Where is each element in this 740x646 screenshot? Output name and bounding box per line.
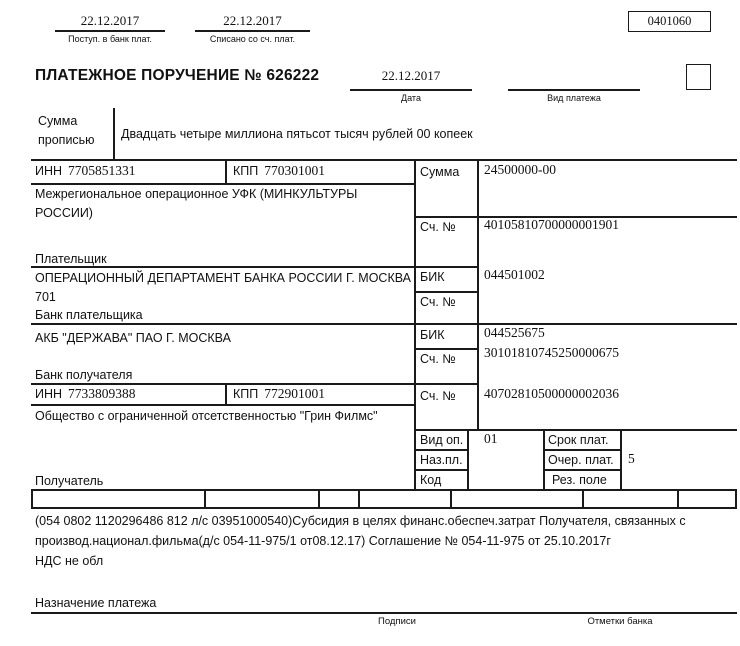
divider (225, 159, 227, 183)
beneficiary-name: Общество с ограниченной отсетственностью "Грин Филмс" (35, 409, 378, 423)
payer-section-label: Плательщик (35, 252, 107, 266)
received-in-bank-date: 22.12.2017 (80, 13, 140, 28)
divider (735, 489, 737, 507)
payer-inn-value: 7705851331 (68, 163, 136, 178)
payer-kpp-value: 770301001 (264, 163, 326, 178)
date-label: Дата (401, 93, 421, 103)
divider (414, 449, 469, 451)
payer-kpp-field (233, 163, 325, 178)
purpose-code-label: Наз.пл. (420, 453, 463, 467)
amount-in-words-value: Двадцать четыре миллиона пятьсот тысяч рублей 00 копеек (121, 127, 473, 141)
amount-label: Сумма (420, 165, 460, 179)
divider (225, 383, 227, 404)
divider (31, 383, 477, 385)
divider (414, 291, 477, 293)
beneficiary-inn-value: 7733809388 (68, 386, 136, 401)
beneficiary-bank-bik-label: БИК (420, 328, 445, 342)
beneficiary-section-label: Получатель (35, 474, 104, 488)
document-title: ПЛАТЕЖНОЕ ПОРУЧЕНИЕ № 626222 (35, 67, 320, 84)
divider (195, 30, 310, 32)
divider (543, 449, 622, 451)
divider (543, 469, 622, 471)
payer-name: Межрегиональное операционное УФК (МИНКУЛЬТУРЫ РОССИИ) (35, 187, 358, 220)
divider (31, 404, 414, 406)
payer-inn-field (35, 163, 136, 178)
beneficiary-bank-account-label: Сч. № (420, 352, 456, 366)
payer-bank-name: ОПЕРАЦИОННЫЙ ДЕПАРТАМЕНТ БАНКА РОССИИ Г. МОСКВА 701 (35, 271, 411, 304)
divider (31, 489, 737, 491)
payer-bank-bik-value: 044501002 (484, 267, 545, 282)
payer-kpp-label: КПП (233, 164, 259, 178)
divider (450, 489, 452, 507)
payer-account-label: Сч. № (420, 220, 456, 234)
priority-label: Очер. плат. (548, 453, 614, 467)
document-date: 22.12.2017 (381, 68, 441, 83)
reserve-field-label: Рез. поле (552, 473, 607, 487)
divider (414, 469, 469, 471)
purpose-section-label: Назначение платежа (35, 596, 157, 610)
beneficiary-bank-name: АКБ "ДЕРЖАВА" ПАО Г. МОСКВА (35, 331, 231, 345)
divider (414, 348, 477, 350)
payment-kind-label: Вид платежа (547, 93, 601, 103)
purpose-line-3: НДС не обл (35, 554, 104, 568)
divider (414, 429, 737, 431)
code-label: Код (420, 473, 442, 487)
beneficiary-bank-section-label: Банк получателя (35, 368, 133, 382)
divider (31, 266, 477, 268)
divider (31, 612, 737, 614)
beneficiary-account-label: Сч. № (420, 389, 456, 403)
debited-from-account-date: 22.12.2017 (223, 13, 282, 28)
op-kind-label: Вид оп. (420, 433, 464, 447)
purpose-line-2: производ.национал.фильма(д/с 054-11-975/1 от08.12.17) Соглашение № 054-11-975 от 25.10.2017г (35, 534, 611, 548)
op-kind-value: 01 (484, 431, 498, 446)
divider (113, 108, 115, 159)
payer-bank-section-label: Банк плательщика (35, 308, 143, 322)
payment-term-label: Срок плат. (548, 433, 609, 447)
divider (31, 489, 33, 507)
divider (677, 489, 679, 507)
beneficiary-bank-account-value: 30101810745250000675 (484, 345, 619, 360)
divider (31, 507, 737, 509)
payer-status-box (686, 64, 711, 90)
signatures-label: Подписи (378, 616, 416, 627)
form-code-box: 0401060 (628, 11, 711, 32)
beneficiary-inn-field (35, 386, 136, 401)
beneficiary-kpp-value: 772901001 (264, 386, 326, 401)
beneficiary-bank-bik-value: 044525675 (484, 325, 545, 340)
divider (31, 159, 737, 161)
beneficiary-account-value: 40702810500000002036 (484, 386, 619, 401)
payer-bank-bik-label: БИК (420, 270, 445, 284)
divider (477, 159, 479, 429)
divider (204, 489, 206, 507)
debited-from-account-label: Списано со сч. плат. (209, 34, 296, 44)
divider (350, 89, 472, 91)
received-in-bank-label: Поступ. в банк плат. (68, 34, 152, 44)
divider (358, 489, 360, 507)
payer-bank-account-label: Сч. № (420, 295, 456, 309)
beneficiary-kpp-field (233, 386, 325, 401)
divider (31, 323, 737, 325)
divider (318, 489, 320, 507)
divider (55, 30, 165, 32)
bank-marks-label: Отметки банка (587, 616, 653, 627)
divider (620, 429, 622, 489)
amount-in-words-label: Сумма прописью (38, 114, 95, 147)
divider (508, 89, 640, 91)
priority-value: 5 (628, 451, 635, 466)
amount-value: 24500000-00 (484, 162, 556, 177)
beneficiary-inn-label: ИНН (35, 387, 63, 401)
divider (543, 429, 545, 489)
divider (467, 429, 469, 489)
payer-inn-label: ИНН (35, 164, 63, 178)
divider (582, 489, 584, 507)
beneficiary-kpp-label: КПП (233, 387, 259, 401)
payer-account-value: 40105810700000001901 (484, 217, 619, 232)
purpose-line-1: (054 0802 1120296486 812 л/с 03951000540)Субсидия в целях финанс.обеспеч.затрат Получателя, связанных с (35, 514, 686, 528)
